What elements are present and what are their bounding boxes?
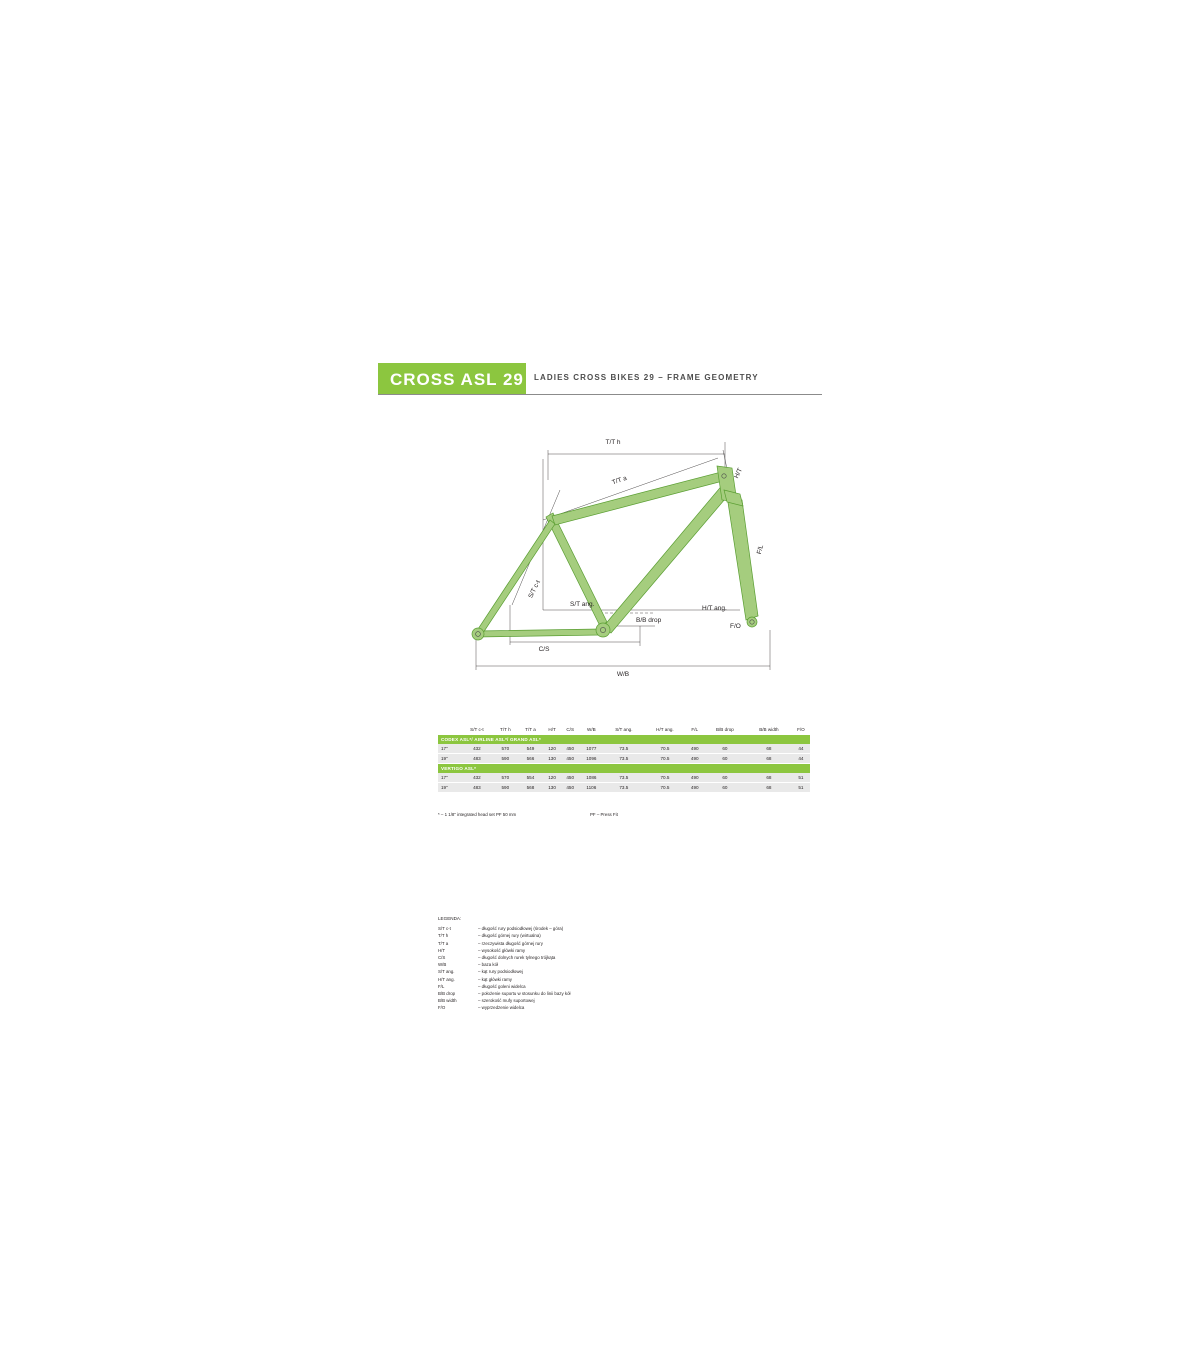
- col-head-3: T/T a: [518, 725, 543, 735]
- cell: 70.5: [644, 783, 685, 793]
- legend-key: T/T h: [438, 933, 449, 939]
- legend-item: [438, 1004, 758, 1011]
- document-header: [378, 363, 822, 395]
- table-group-row: [438, 735, 810, 745]
- cell: 73.5: [603, 754, 644, 764]
- cell: 432: [461, 744, 493, 754]
- cell: 566: [518, 754, 543, 764]
- cell: 17": [438, 744, 461, 754]
- col-head-7: S/T ang.: [603, 725, 644, 735]
- legend-key: B/B width: [438, 998, 457, 1004]
- legend: [438, 915, 758, 1011]
- label-st-ang: S/T ang.: [570, 601, 595, 608]
- label-st-ct: S/T c-t: [527, 579, 542, 600]
- cell: 51: [792, 783, 810, 793]
- col-head-2: T/T h: [493, 725, 518, 735]
- legend-value: – długość górnej rury (wirtualna): [478, 933, 541, 939]
- table-row: [438, 744, 810, 754]
- cell: 568: [518, 783, 543, 793]
- label-wb: W/B: [616, 671, 630, 678]
- legend-key: T/T a: [438, 940, 449, 946]
- legend-key: S/T c-t: [438, 926, 451, 932]
- cell: 70.5: [644, 773, 685, 783]
- cell: 17": [438, 773, 461, 783]
- legend-item: [438, 925, 758, 932]
- legend-item: [438, 983, 758, 990]
- geometry-table: [438, 725, 810, 793]
- cell: 44: [792, 744, 810, 754]
- legend-value: – wyprzedzenie widelca: [478, 1005, 525, 1011]
- footnote-pressfit: PF – Press Fit: [590, 812, 618, 817]
- cell: 68: [746, 773, 792, 783]
- cell: 490: [686, 754, 704, 764]
- cell: 19": [438, 754, 461, 764]
- legend-item: [438, 968, 758, 975]
- cell: 120: [543, 744, 561, 754]
- legend-key: H/T ang.: [438, 976, 455, 982]
- cell: 432: [461, 773, 493, 783]
- col-head-12: F/O: [792, 725, 810, 735]
- cell: 490: [686, 773, 704, 783]
- col-head-10: B/B drop: [704, 725, 746, 735]
- legend-item: [438, 990, 758, 997]
- cell: 130: [543, 783, 561, 793]
- legend-key: F/O: [438, 1005, 446, 1011]
- col-head-8: H/T ang.: [644, 725, 685, 735]
- legend-value: – wysokość główki ramy: [478, 947, 526, 953]
- legend-item: [438, 940, 758, 947]
- col-head-5: C/S: [561, 725, 579, 735]
- legend-key: F/L: [438, 983, 445, 989]
- cell: 1086: [579, 773, 603, 783]
- model-title: CROSS ASL 29: [390, 370, 524, 389]
- table-row: [438, 754, 810, 764]
- legend-title: LEGENDA:: [438, 916, 462, 921]
- table-header-row: [438, 725, 810, 735]
- cell: 1077: [579, 744, 603, 754]
- legend-key: S/T ang.: [438, 969, 455, 975]
- footnotes: [438, 812, 810, 817]
- cell: 450: [561, 744, 579, 754]
- cell: 130: [543, 754, 561, 764]
- cell: 60: [704, 744, 746, 754]
- legend-value: – rzeczywista długość górnej rury: [478, 940, 543, 946]
- cell: 554: [518, 773, 543, 783]
- col-head-0: [438, 725, 461, 735]
- cell: 70.5: [644, 744, 685, 754]
- cell: 68: [746, 744, 792, 754]
- legend-key: H/T: [438, 947, 446, 953]
- cell: 1096: [579, 754, 603, 764]
- cell: 19": [438, 783, 461, 793]
- legend-value: – długość dolnych rurek tylnego trójkąta: [478, 954, 556, 960]
- header-divider: [378, 394, 822, 395]
- cell: 51: [792, 773, 810, 783]
- cell: 60: [704, 773, 746, 783]
- cell: 68: [746, 783, 792, 793]
- cell: 120: [543, 773, 561, 783]
- col-head-9: F/L: [686, 725, 704, 735]
- header-subtitle: LADIES CROSS BIKES 29 – FRAME GEOMETRY: [534, 373, 759, 382]
- legend-value: – położenie suportu w stosunku do linii bazy kół: [478, 990, 571, 996]
- cell: 60: [704, 783, 746, 793]
- cell: 590: [493, 783, 518, 793]
- legend-item: [438, 947, 758, 954]
- col-head-11: B/B width: [746, 725, 792, 735]
- cell: 70.5: [644, 754, 685, 764]
- col-head-4: H/T: [543, 725, 561, 735]
- legend-key: B/B drop: [438, 990, 456, 996]
- label-fl: F/L: [755, 544, 766, 556]
- legend-item: [438, 997, 758, 1004]
- label-bb-drop: B/B drop: [636, 617, 662, 624]
- cell: 73.5: [603, 744, 644, 754]
- geometry-table-element: [438, 725, 810, 793]
- legend-value: – kąt rury podsiodłowej: [478, 969, 523, 975]
- cell: 483: [461, 783, 493, 793]
- cell: 490: [686, 744, 704, 754]
- legend-value: – szerokość mufy suportowej: [478, 998, 535, 1004]
- model-badge: [378, 363, 526, 395]
- cell: 490: [686, 783, 704, 793]
- group-label: VERTIGO ASL*: [438, 764, 810, 774]
- legend-value: – baza kół: [478, 962, 499, 968]
- legend-value: – długość rury podsiodłowej (środek – góra): [478, 926, 564, 932]
- legend-value: – kąt główki ramy: [478, 976, 512, 982]
- cell: 450: [561, 754, 579, 764]
- table-row: [438, 773, 810, 783]
- table-group-row: [438, 764, 810, 774]
- legend-item: [438, 961, 758, 968]
- cell: 68: [746, 754, 792, 764]
- cell: 570: [493, 773, 518, 783]
- label-tt-a: T/T a: [611, 474, 628, 487]
- label-cs: C/S: [538, 646, 550, 653]
- cell: 450: [561, 783, 579, 793]
- cell: 590: [493, 754, 518, 764]
- label-tt-h: T/T h: [605, 439, 621, 446]
- cell: 570: [493, 744, 518, 754]
- legend-item: [438, 932, 758, 939]
- footnote-headset: * – 1 1/8" integrated head set PF 50 mm: [438, 812, 517, 817]
- cell: 450: [561, 773, 579, 783]
- cell: 483: [461, 754, 493, 764]
- label-fo: F/O: [730, 623, 741, 630]
- cell: 44: [792, 754, 810, 764]
- legend-value: – długość goleni widelca: [478, 983, 526, 989]
- legend-item: [438, 954, 758, 961]
- legend-key: C/S: [438, 954, 446, 960]
- legend-item: [438, 976, 758, 983]
- col-head-6: W/B: [579, 725, 603, 735]
- table-row: [438, 783, 810, 793]
- cell: 1106: [579, 783, 603, 793]
- label-ht-ang: H/T ang.: [702, 605, 727, 612]
- cell: 73.5: [603, 773, 644, 783]
- legend-key: W/B: [438, 962, 447, 968]
- cell: 60: [704, 754, 746, 764]
- cell: 73.5: [603, 783, 644, 793]
- col-head-1: S/T c-t: [461, 725, 493, 735]
- frame-geometry-diagram: [440, 430, 780, 705]
- cell: 549: [518, 744, 543, 754]
- label-ht: H/T: [733, 467, 745, 480]
- group-label: CODEX ASL*/ AIRLINE ASL*/ GRAND ASL*: [438, 735, 810, 745]
